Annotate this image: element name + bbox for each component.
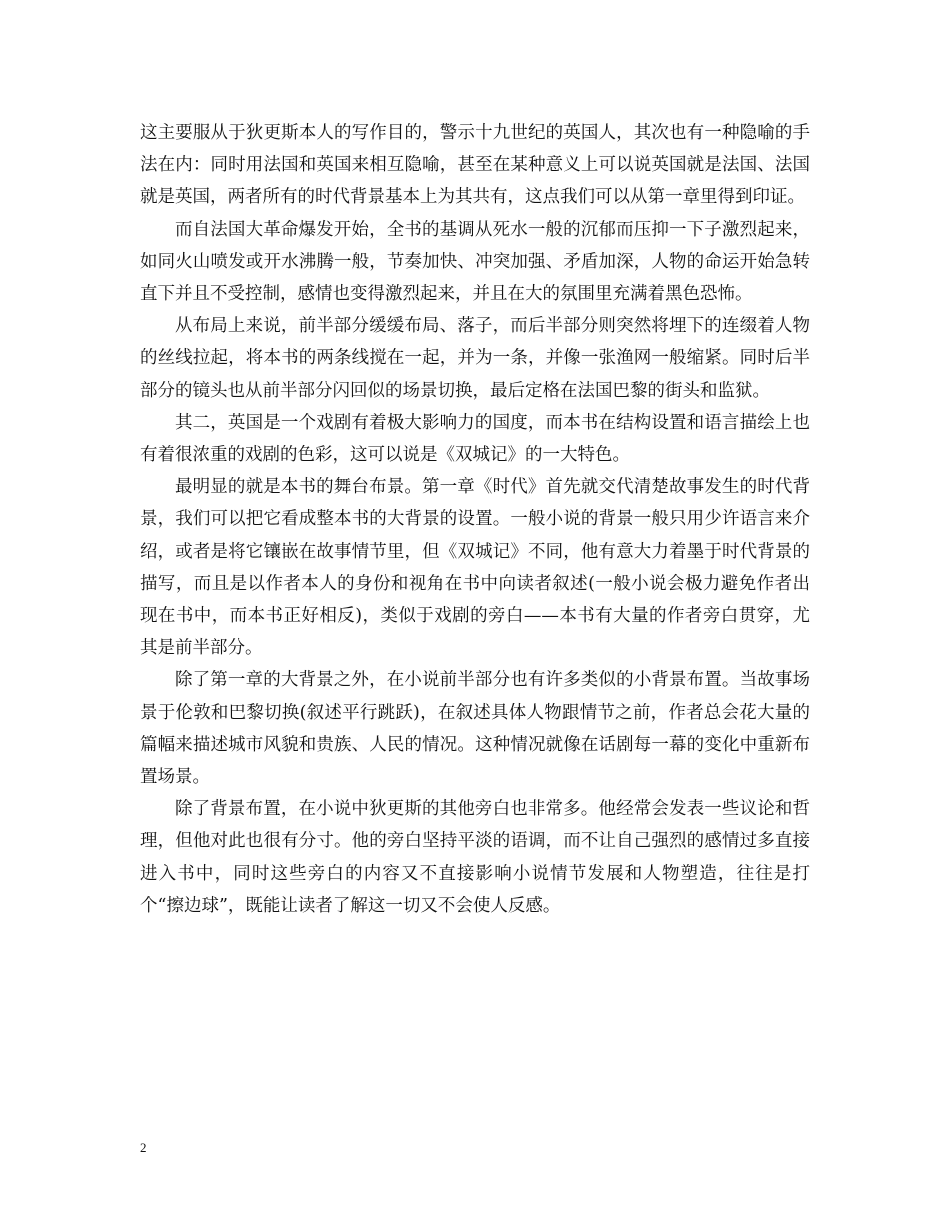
paragraph: 从布局上来说，前半部分缓缓布局、落子，而后半部分则突然将埋下的连缀着人物的丝线拉起，将本书的两条线搅在一起，并为一条，并像一张渔网一般缩紧。同时后半部分的镜头也从前半部分闪回似的场景切换，最后定格在法国巴黎的街头和监狱。 [140, 316, 810, 401]
paragraph: 其二，英国是一个戏剧有着极大影响力的国度，而本书在结构设置和语言描绘上也有着很浓重的戏剧的色彩，这可以说是《双城记》的一大特色。 [140, 412, 810, 466]
paragraph-continuation: 这主要服从于狄更斯本人的写作目的，警示十九世纪的英国人，其次也有一种隐喻的手法在内：同时用法国和英国来相互隐喻，甚至在某种意义上可以说英国就是法国、法国就是英国，两者所有的时代背景基本上为其共有，这点我们可以从第一章里得到印证。 [140, 123, 810, 208]
paragraph: 最明显的就是本书的舞台布景。第一章《时代》首先就交代清楚故事发生的时代背景，我们可以把它看成整本书的大背景的设置。一般小说的背景一般只用少许语言来介绍，或者是将它镶嵌在故事情节里，但《双城记》不同，他有意大力着墨于时代背景的描写，而且是以作者本人的身份和视角在书中向读者叙述(一般小说会极力避免作者出现在书中，而本书正好相反)，类似于戏剧的旁白——本书有大量的作者旁白贯穿，尤其是前半部分。 [140, 477, 810, 659]
paragraph: 而自法国大革命爆发开始，全书的基调从死水一般的沉郁而压抑一下子激烈起来，如同火山喷发或开水沸腾一般，节奏加快、冲突加强、矛盾加深，人物的命运开始急转直下并且不受控制，感情也变得激烈起来，并且在大的氛围里充满着黑色恐怖。 [140, 219, 810, 305]
paragraph: 除了第一章的大背景之外，在小说前半部分也有许多类似的小背景布置。当故事场景于伦敦和巴黎切换(叙述平行跳跃)，在叙述具体人物跟情节之前，作者总会花大量的篇幅来描述城市风貌和贵族、人民的情况。这种情况就像在话剧每一幕的变化中重新布置场景。 [140, 670, 810, 788]
page-number: 2 [140, 1140, 147, 1155]
paragraph: 除了背景布置，在小说中狄更斯的其他旁白也非常多。他经常会发表一些议论和哲理，但他对此也很有分寸。他的旁白坚持平淡的语调，而不让自己强烈的感情过多直接进入书中，同时这些旁白的内容又不直接影响小说情节发展和人物塑造，往往是打个“擦边球”，既能让读者了解这一切又不会使人反感。 [140, 799, 810, 916]
body-text [140, 117, 810, 922]
